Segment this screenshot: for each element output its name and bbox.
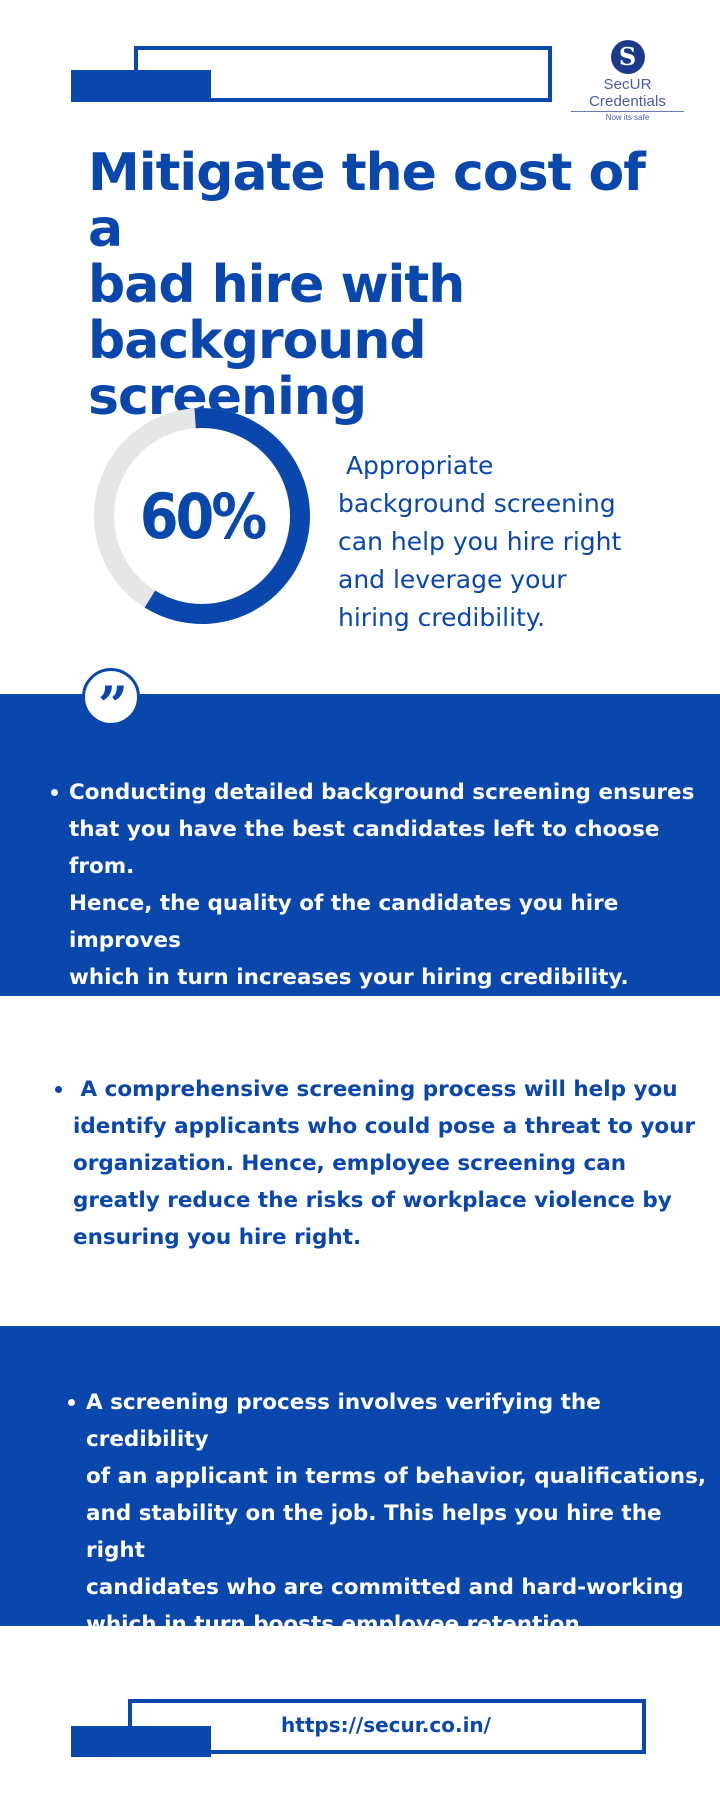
progress-value-label: 60% — [139, 480, 265, 553]
point-3-line: A screening process involves verifying the credibility — [86, 1390, 601, 1452]
stat-description — [338, 447, 638, 637]
brand-logo[interactable] — [565, 40, 690, 122]
point-2-line: organization. Hence, employee screening can — [73, 1151, 627, 1176]
stat-line: background screening — [338, 489, 616, 518]
page-title — [88, 145, 688, 425]
point-3-line: of an applicant in terms of behavior, qualifications, — [86, 1464, 707, 1489]
bullet-dot — [68, 1399, 75, 1406]
progress-ring — [92, 406, 312, 626]
point-2-line: greatly reduce the risks of workplace violence by — [73, 1188, 672, 1213]
point-1-line: which in turn increases your hiring credibility. — [69, 965, 629, 990]
website-link[interactable]: https://secur.co.in/ — [281, 1713, 491, 1737]
title-line-2: bad hire with — [88, 255, 465, 315]
stat-line: hiring credibility. — [338, 603, 546, 632]
logo-mark-icon: S — [611, 40, 645, 74]
point-2-line: ensuring you hire right. — [73, 1225, 362, 1250]
bullet-dot — [51, 789, 58, 796]
brand-name: SecUR Credentials — [589, 76, 666, 110]
brand-tagline: Now its safe — [571, 111, 684, 122]
point-3-line: which in turn boosts employee retention. — [86, 1612, 588, 1637]
point-3-line: candidates who are committed and hard-working — [86, 1575, 684, 1600]
point-1-line: that you have the best candidates left to choose from. — [69, 817, 660, 879]
stat-line: and leverage your — [338, 565, 567, 594]
point-2-line: identify applicants who could pose a threat to your — [73, 1114, 696, 1139]
point-3 — [86, 1384, 716, 1643]
bullet-dot — [55, 1086, 62, 1093]
header-accent-bar — [71, 70, 211, 102]
point-3-line: and stability on the job. This helps you hire the right — [86, 1501, 662, 1563]
point-2 — [73, 1071, 703, 1256]
stat-line: can help you hire right — [338, 527, 622, 556]
point-1 — [69, 774, 699, 996]
quote-icon: ” — [98, 676, 124, 737]
point-1-line: Conducting detailed background screening ensures — [69, 780, 695, 805]
title-line-1: Mitigate the cost of a — [88, 143, 645, 259]
point-2-line: A comprehensive screening process will help you — [73, 1077, 678, 1102]
quote-badge — [82, 668, 140, 737]
title-line-3: background screening — [88, 311, 426, 427]
stat-line: Appropriate — [338, 451, 494, 480]
point-1-line: Hence, the quality of the candidates you hire improves — [69, 891, 619, 953]
